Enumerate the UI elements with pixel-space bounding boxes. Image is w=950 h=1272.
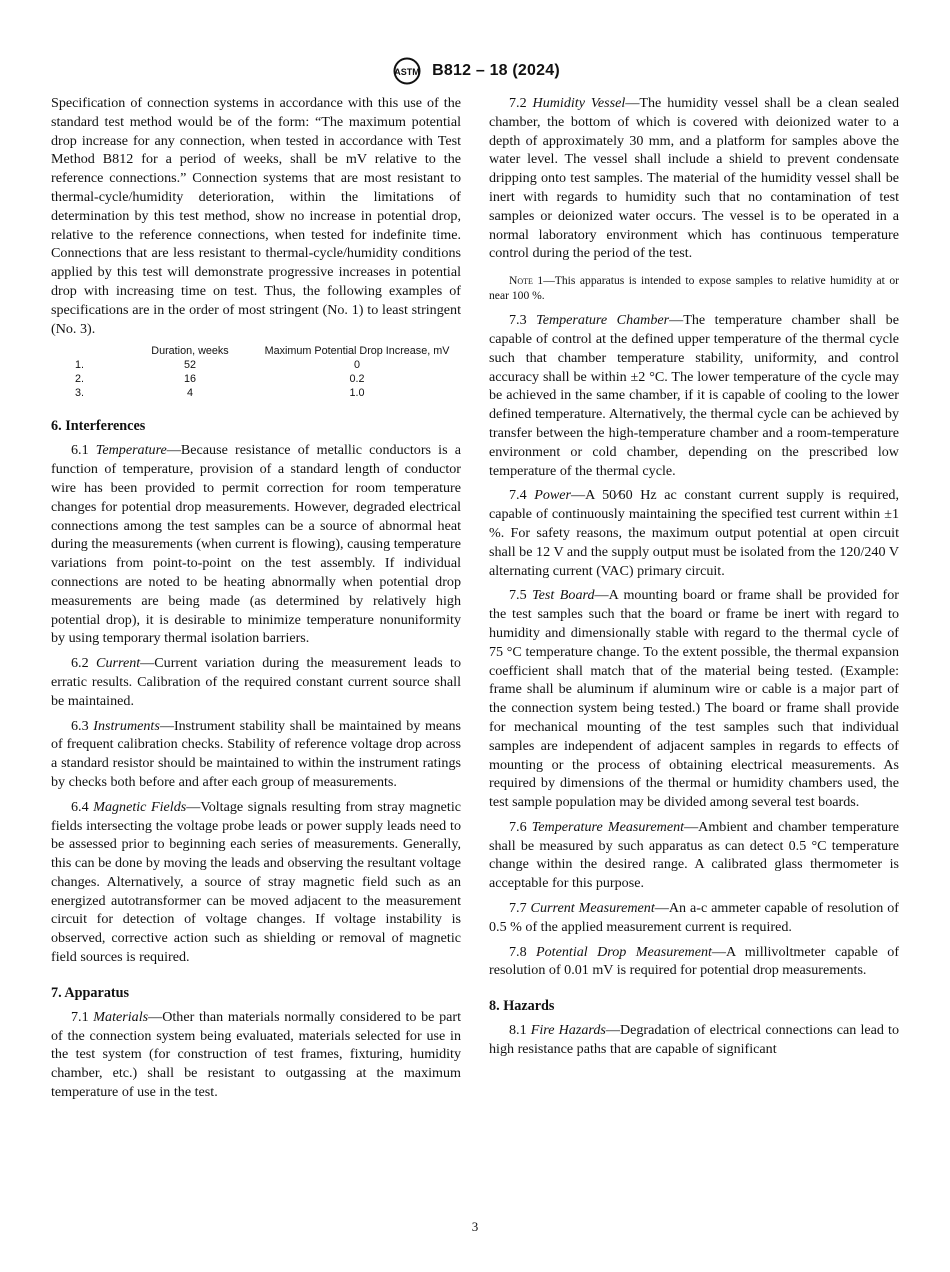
paragraph-6-4: 6.4 Magnetic Fields—Voltage signals resulting from stray magnetic fields intersecting the voltage probe leads or power supply leads need to be assessed prior to beginning each series of measurements. Generally, this can be done by moving the leads and observing the resultant voltage changes. Alternatively, a source of stray magnetic field such as an energized autotransformer can be moved adjacent to the measurement circuit for detection of voltage changes. If voltage instability is observed, corrective action such as shielding or removal of magnetic field sources is required. (51, 798, 461, 966)
right-column (489, 94, 899, 1059)
section-heading-apparatus: 7. Apparatus (51, 984, 130, 1001)
table-row (51, 372, 461, 386)
left-column (51, 94, 461, 1102)
table-cell: 52 (183, 359, 196, 372)
paragraph-7-1: 7.1 Materials—Other than materials normally considered to be part of the connection system being evaluated, materials selected for use in the test system (for construction of test frames, fixturing, humidity chamber, etc.) shall be resistant to outgassing at the maximum temperature of use in the test. (51, 1008, 461, 1101)
astm-logo (390, 57, 424, 85)
intro-paragraph: Specification of connection systems in accordance with this use of the standard test method would be of the form: “The maximum potential drop increase for any connection, when tested in accordance with Test Method B812 for a period of weeks, shall be mV relative to the reference connections.” Connection systems that are most resistant to thermal-cycle/humidity deterioration, within the limitations of determination by this test method, show no increase in potential drop, relative to the reference connections, when tested for indefinite time. Connections that are less resistant to thermal-cycle/humidity conditions applied by this test will demonstrate progressive increases in potential drop with increasing time on test. Thus, the following examples of specifications are in the order of most stringent (No. 1) to least stringent (No. 3). (51, 95, 461, 337)
table-header-row (51, 344, 461, 358)
section-heading-hazards: 8. Hazards (489, 998, 555, 1015)
table-cell: 1. (75, 359, 85, 372)
section-heading-interferences: 6. Interferences (51, 418, 146, 435)
paragraph-7-5: 7.5 Test Board—A mounting board or frame shall be provided for the test samples such that the board or frame be inert with regard to humidity and dimensionally stable with regard to the thermal cycle of 75 °C temperature change. To the extent possible, the thermal expansion coefficient shall match that of the material being tested. (Example: frame shall be aluminum if aluminum wire or cable is a major part of the connection system being tested.) The board or frame shall provide for mechanical mounting of the test samples such that individual samples are independent of adjacent samples in regards to effects of mounting or the process of obtaining electrical measurements. As required by dimensions of the thermal or humidity chambers used, the test sample population may be divided among several test boards. (489, 587, 899, 811)
paragraph-7-3: 7.3 Temperature Chamber—The temperature chamber shall be capable of control at the defined upper temperature of the thermal cycle such that chamber temperature stability, uniformity, and control accuracy shall be within ±2 °C. The lower temperature of the cycle may be achieved in the same chamber, if it is capable of cooling to the lower defined temperature. Alternatively, the thermal cycle can be achieved by transfer between the high-temperature chamber and a room-temperature environment or cold chamber, depending on the prescribed low temperature of the thermal cycle. (489, 312, 899, 479)
standard-designation: B812 – 18 (2024) (432, 62, 560, 79)
table-cell: 1.0 (349, 387, 365, 400)
table-cell: 4 (186, 387, 193, 400)
table-header (51, 344, 121, 358)
table-header: Maximum Potential Drop Increase, mV (264, 345, 450, 358)
paragraph-6-2: 6.2 Current—Current variation during the measurement leads to erratic results. Calibration of the required constant current source shall be maintained. (51, 655, 461, 709)
table-cell: 2. (75, 373, 85, 386)
paragraph-6-1: 6.1 Temperature—Because resistance of metallic conductors is a function of temperature, provision of a standard length of conductor wire has been provided to permit correction for room temperature changes for potential drop measurements. However, degraded electrical connections among the test samples can be a source of abnormal heat during the measurements (when current is flowing), causing temperature variations from point-to-point on the test assembly. If individual connections are noted to be heating abnormally when potential drop measurements are being made (as determined by relatively high potential drop), it is desirable to minimize temperature nonuniformity by using temporary thermal isolation barriers. (51, 442, 461, 647)
table-row (51, 386, 461, 400)
svg-text:ASTM: ASTM (394, 67, 420, 77)
paragraph-6-3: 6.3 Instruments—Instrument stability shall be maintained by means of frequent calibration checks. Stability of reference voltage drop across a standard resistor should be maintained to within the instrument ratings by checks both before and after each group of measurements. (51, 717, 461, 790)
paragraph-7-8: 7.8 Potential Drop Measurement—A millivoltmeter capable of resolution of 0.01 mV is required for potential drop measurements. (489, 943, 900, 979)
page-header (0, 57, 950, 85)
table-cell: 0.2 (349, 373, 365, 386)
note-1: Note 1—This apparatus is intended to expose samples to relative humidity at or near 100 %. (489, 274, 899, 303)
specification-examples-table (51, 344, 461, 400)
table-cell: 0 (353, 359, 360, 372)
table-row (51, 358, 461, 372)
paragraph-7-7: 7.7 Current Measurement—An a-c ammeter capable of resolution of 0.5 % of the applied measurement current is required. (489, 900, 899, 935)
paragraph-7-6: 7.6 Temperature Measurement—Ambient and chamber temperature shall be measured by such apparatus as can detect 0.5 °C temperature change within the desired range. A calibrated glass thermometer is acceptable for this purpose. (489, 818, 900, 892)
page-number: 3 (471, 1219, 479, 1234)
table-cell: 3. (75, 387, 85, 400)
paragraph-7-4: 7.4 Power—A 50⁄60 Hz ac constant current supply is required, capable of continuously maintaining the specified test current within ±1 %. For safety reasons, the maximum output potential at open circuit shall be 12 V and the supply output must be isolated from the 120/240 V alternating current (VAC) primary circuit. (489, 487, 899, 579)
table-header: Duration, weeks (151, 345, 229, 358)
paragraph-7-2: 7.2 Humidity Vessel—The humidity vessel shall be a clean sealed chamber, the bottom of which is covered with deionized water to a depth of approximately 30 mm, and a platform for samples above the water level. The vessel shall include a shield to prevent condensate dripping onto test samples. The material of the humidity vessel shall be inert with regards to humidity such that no contamination of test samples or deionized water occurs. The vessel is to be operated in a normal laboratory environment which has continuous temperature control during the period of the test. (489, 95, 899, 262)
paragraph-8-1: 8.1 Fire Hazards—Degradation of electrical connections can lead to high resistance paths that are capable of significant (489, 1022, 899, 1058)
table-cell: 16 (183, 373, 196, 386)
